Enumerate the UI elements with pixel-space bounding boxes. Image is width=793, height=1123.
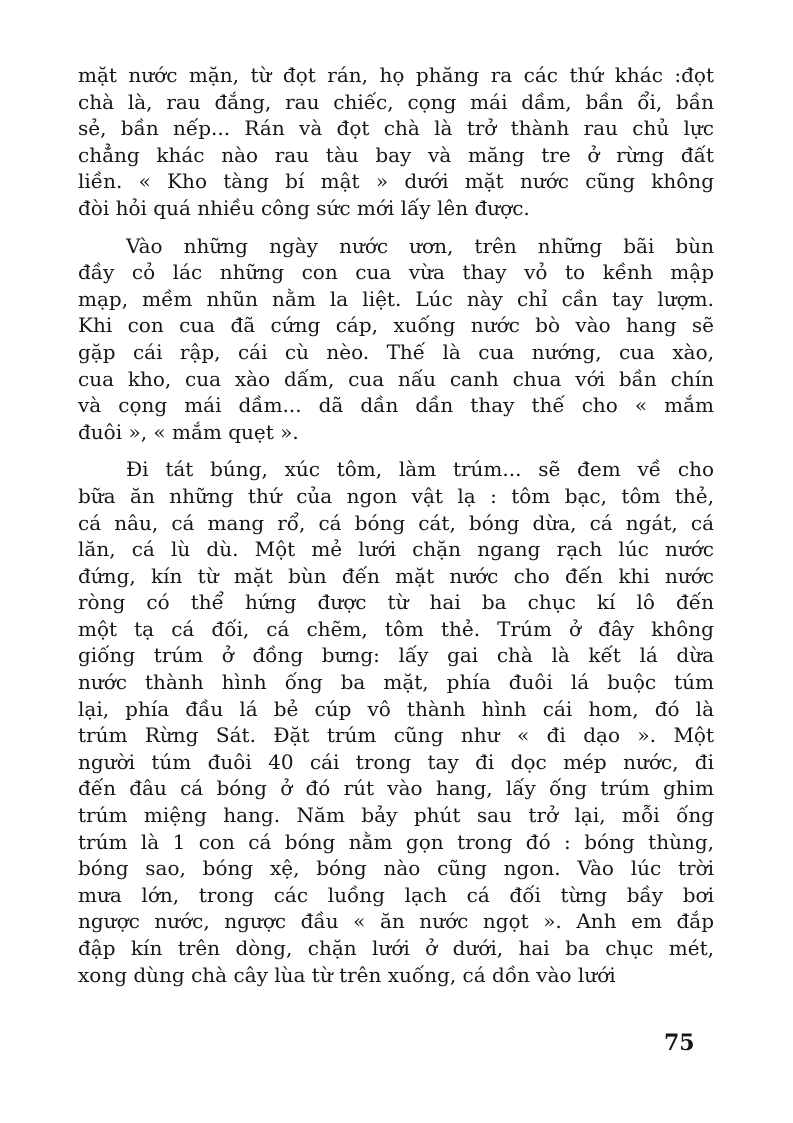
paragraph-2: [78, 233, 714, 446]
text-line: ngược nước, ngược đầu « ăn nước ngọt ». Anh em đắp: [78, 909, 714, 934]
text-line: đuôi », « mắm quẹt ».: [78, 419, 299, 444]
text-line: và cọng mái dầm... dã dần dần thay thế cho « mắm: [78, 393, 714, 418]
paragraph-3: [78, 456, 714, 988]
text-line: nước thành hình ống ba mặt, phía đuôi lá buộc túm: [78, 670, 714, 695]
text-line: lăn, cá lù dù. Một mẻ lưới chặn ngang rạch lúc nước: [78, 537, 714, 562]
text-line: Vào những ngày nước ươn, trên những bãi bùn: [126, 233, 714, 258]
text-line: Khi con cua đã cứng cáp, xuống nước bò vào hang sẽ: [78, 313, 714, 338]
text-line: đòi hỏi quá nhiều công sức mới lấy lên được.: [78, 195, 530, 220]
text-line: sẻ, bần nếp... Rán và đọt chà là trở thành rau chủ lực: [78, 116, 714, 141]
text-line: mặt nước mặn, từ đọt rán, họ phăng ra các thứ khác :đọt: [78, 63, 714, 87]
text-line: chẳng khác nào rau tàu bay và măng tre ở rừng đất: [78, 142, 714, 167]
text-line: người túm đuôi 40 cái trong tay đi dọc mép nước, đi: [78, 749, 714, 774]
text-line: giống trúm ở đồng bưng: lấy gai chà là kết lá dừa: [78, 643, 714, 668]
text-line: ròng có thể hứng được từ hai ba chục kí lô đến: [78, 590, 714, 615]
text-line: lại, phía đầu lá bẻ cúp vô thành hình cái hom, đó là: [78, 696, 714, 721]
text-line: liền. « Kho tàng bí mật » dưới mặt nước cũng không: [78, 169, 714, 194]
text-line: cá nâu, cá mang rổ, cá bóng cát, bóng dừa, cá ngát, cá: [78, 510, 714, 535]
text-line: đầy cỏ lác những con cua vừa thay vỏ to kềnh mập: [78, 260, 714, 285]
text-line: bóng sao, bóng xệ, bóng nào cũng ngon. Vào lúc trời: [78, 856, 714, 881]
text-line: đến đâu cá bóng ở đó rút vào hang, lấy ống trúm ghim: [78, 776, 714, 801]
text-line: đập kín trên dòng, chặn lưới ở dưới, hai ba chục mét,: [78, 936, 714, 960]
text-line: một tạ cá đối, cá chẽm, tôm thẻ. Trúm ở đây không: [78, 616, 714, 641]
text-line: Đi tát búng, xúc tôm, làm trúm... sẽ đem về cho: [126, 457, 714, 482]
paragraph-1: [78, 62, 714, 222]
page-number: 75: [664, 1030, 695, 1056]
text-line: trúm miệng hang. Năm bảy phút sau trở lại, mỗi ống: [78, 803, 714, 828]
text-line: trúm Rừng Sát. Đặt trúm cũng như « đi dạo ». Một: [78, 723, 714, 748]
text-line: mạp, mềm nhũn nằm la liệt. Lúc này chỉ cần tay lượm.: [78, 286, 714, 311]
text-line: cua kho, cua xào dấm, cua nấu canh chua với bần chín: [78, 366, 714, 391]
text-line: gặp cái rập, cái cù nèo. Thế là cua nướng, cua xào,: [78, 339, 714, 364]
text-line: mưa lớn, trong các luồng lạch cá đối từng bầy bơi: [78, 882, 714, 907]
text-line: đứng, kín từ mặt bùn đến mặt nước cho đến khi nước: [78, 563, 714, 588]
text-line: chà là, rau đắng, rau chiếc, cọng mái dầm, bần ổi, bần: [78, 89, 714, 114]
text-line: bữa ăn những thứ của ngon vật lạ : tôm bạc, tôm thẻ,: [78, 483, 714, 508]
page-body: [78, 62, 714, 988]
text-line: xong dùng chà cây lùa từ trên xuống, cá dồn vào lưới: [78, 962, 616, 987]
text-line: trúm là 1 con cá bóng nằm gọn trong đó : bóng thùng,: [78, 829, 714, 854]
